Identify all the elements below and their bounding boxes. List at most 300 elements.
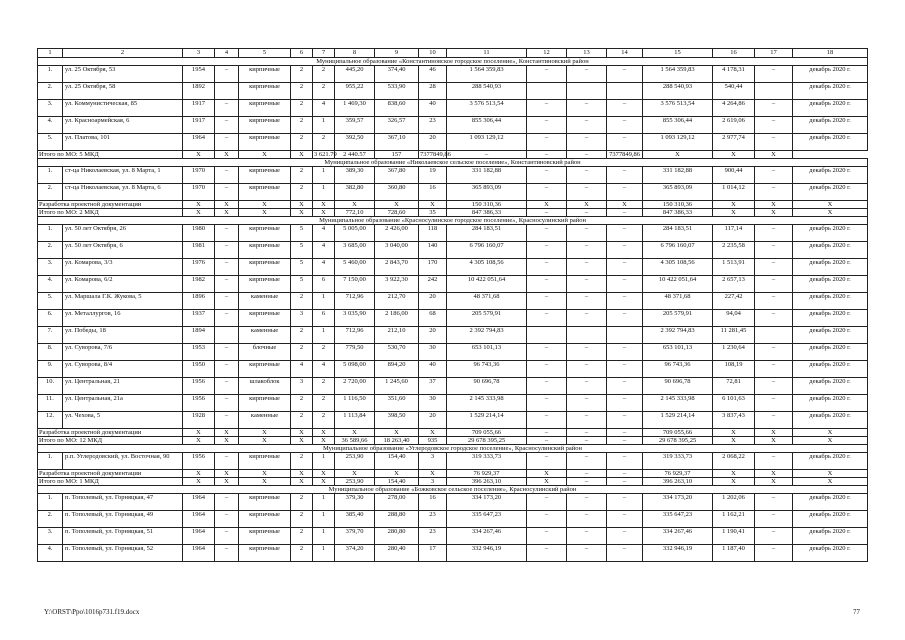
table-cell: 7377849,86	[607, 151, 643, 159]
table-cell: 20	[419, 412, 447, 429]
table-cell: 365 893,09	[447, 184, 527, 201]
table-cell: –	[567, 453, 607, 470]
table-cell: –	[755, 361, 793, 378]
table-cell: декабрь 2020 г.	[793, 83, 868, 100]
table-cell: –	[215, 412, 239, 429]
table-row	[38, 167, 868, 184]
table-cell: 1 529 214,14	[643, 412, 713, 429]
table-cell: кирпичные	[239, 511, 291, 528]
table-cell: X	[755, 470, 793, 478]
table-cell: –	[567, 259, 607, 276]
table-cell: декабрь 2020 г.	[793, 276, 868, 293]
table-cell: 334 267,46	[447, 528, 527, 545]
table-cell: –	[607, 378, 643, 395]
address-cell: ул. Красноармейская, 6	[63, 117, 183, 134]
table-cell: X	[713, 429, 755, 437]
table-cell: X	[527, 201, 567, 209]
table-cell: –	[567, 134, 607, 151]
table-cell: 1950	[183, 361, 215, 378]
municipality-title: Муниципальное образование «Красносулинское городское поселение», Красносулинский район	[38, 217, 868, 225]
table-cell: 2	[291, 494, 313, 511]
address-cell: р.п. Углеродовский, ул. Восточная, 90	[63, 453, 183, 470]
table-cell: 900,44	[713, 167, 755, 184]
table-cell: 396 263,10	[643, 478, 713, 486]
table-cell: X	[183, 470, 215, 478]
table-cell: декабрь 2020 г.	[793, 167, 868, 184]
table-cell: –	[527, 242, 567, 259]
table-cell: 2.	[38, 242, 63, 259]
table-cell: 1	[313, 117, 335, 134]
table-cell: X	[313, 201, 335, 209]
column-number: 4	[215, 49, 239, 58]
table-cell: 1 245,60	[375, 378, 419, 395]
table-cell: 20	[419, 327, 447, 344]
table-cell: 154,40	[375, 478, 419, 486]
table-cell: 4	[313, 242, 335, 259]
table-cell: 385,40	[335, 511, 375, 528]
table-cell: 855 306,44	[447, 117, 527, 134]
table-cell: 367,10	[375, 134, 419, 151]
address-cell: ул. Коммунистическая, 85	[63, 100, 183, 117]
municipality-section-row	[38, 445, 868, 453]
table-cell: 1 113,84	[335, 412, 375, 429]
table-cell: X	[313, 470, 335, 478]
total-row	[38, 429, 868, 437]
table-cell: –	[567, 344, 607, 361]
table-cell: 2	[291, 83, 313, 100]
table-cell: 3.	[38, 259, 63, 276]
address-cell: ул. Суворова, 8/4	[63, 361, 183, 378]
table-cell: кирпичные	[239, 276, 291, 293]
table-cell: декабрь 2020 г.	[793, 378, 868, 395]
table-cell: 170	[419, 259, 447, 276]
table-cell: 2	[291, 412, 313, 429]
table-cell	[215, 83, 239, 100]
table-cell: –	[567, 293, 607, 310]
table-cell: –	[215, 117, 239, 134]
table-cell: 2	[291, 184, 313, 201]
table-row	[38, 184, 868, 201]
table-row	[38, 511, 868, 528]
table-cell: –	[567, 66, 607, 83]
table-cell: 28	[419, 83, 447, 100]
table-cell: –	[567, 528, 607, 545]
table-cell: –	[215, 378, 239, 395]
address-cell: ст-ца Николаевская, ул. 8 Марта, 1	[63, 167, 183, 184]
table-cell: –	[755, 378, 793, 395]
table-cell: –	[527, 412, 567, 429]
table-cell: –	[567, 437, 607, 445]
table-cell: 2 657,13	[713, 276, 755, 293]
table-cell: X	[793, 209, 868, 217]
column-number: 6	[291, 49, 313, 58]
table-cell: 11 281,45	[713, 327, 755, 344]
table-cell: 1	[313, 528, 335, 545]
total-label: Разработка проектной документации	[38, 470, 183, 478]
table-cell: –	[527, 276, 567, 293]
table-cell: 1 469,30	[335, 100, 375, 117]
table-cell: 4.	[38, 117, 63, 134]
table-cell: 1964	[183, 511, 215, 528]
table-cell: 2	[313, 395, 335, 412]
table-cell: –	[607, 225, 643, 242]
table-cell: X	[713, 470, 755, 478]
address-cell: ул. Суворова, 7/6	[63, 344, 183, 361]
table-cell: –	[567, 378, 607, 395]
table-cell: 3.	[38, 100, 63, 117]
table-cell: 2	[291, 134, 313, 151]
table-cell: 253,90	[335, 453, 375, 470]
table-cell: X	[215, 470, 239, 478]
table-cell: 10 422 051,64	[643, 276, 713, 293]
table-cell: 4 305 108,56	[643, 259, 713, 276]
total-row	[38, 437, 868, 445]
table-cell: –	[447, 151, 527, 159]
table-cell: 5.	[38, 134, 63, 151]
table-cell: декабрь 2020 г.	[793, 327, 868, 344]
total-label: Итого по МО: 1 МКД	[38, 478, 183, 486]
table-cell: –	[607, 361, 643, 378]
table-cell: 8.	[38, 344, 63, 361]
table-cell: X	[313, 209, 335, 217]
table-cell: 6 796 160,07	[643, 242, 713, 259]
table-cell: 1981	[183, 242, 215, 259]
table-cell: 212,70	[375, 293, 419, 310]
table-cell: 29 678 395,25	[447, 437, 527, 445]
table-cell: –	[527, 511, 567, 528]
column-number: 7	[313, 49, 335, 58]
table-cell: 3	[419, 478, 447, 486]
table-cell: –	[215, 242, 239, 259]
table-cell: –	[755, 293, 793, 310]
table-cell: 1 529 214,14	[447, 412, 527, 429]
table-cell: кирпичные	[239, 184, 291, 201]
table-cell: 5	[291, 276, 313, 293]
table-cell: 2 392 794,83	[643, 327, 713, 344]
table-cell: 3 576 513,54	[447, 100, 527, 117]
table-cell: –	[567, 184, 607, 201]
table-cell: –	[607, 134, 643, 151]
table-cell: кирпичные	[239, 259, 291, 276]
table-cell: X	[291, 209, 313, 217]
table-cell: 140	[419, 242, 447, 259]
table-cell: 712,96	[335, 293, 375, 310]
table-cell: 4	[313, 259, 335, 276]
table-cell: –	[527, 528, 567, 545]
table-cell: –	[527, 134, 567, 151]
table-cell: 1917	[183, 117, 215, 134]
table-cell	[755, 83, 793, 100]
table-cell: 16	[419, 184, 447, 201]
table-cell: X	[215, 209, 239, 217]
table-cell: декабрь 2020 г.	[793, 494, 868, 511]
table-cell: кирпичные	[239, 453, 291, 470]
table-cell: –	[215, 453, 239, 470]
table-cell: 445,20	[335, 66, 375, 83]
table-cell: 6	[313, 276, 335, 293]
table-cell: кирпичные	[239, 528, 291, 545]
table-cell: 1956	[183, 395, 215, 412]
table-row	[38, 100, 868, 117]
table-cell: 1956	[183, 378, 215, 395]
table-cell: 653 101,13	[447, 344, 527, 361]
column-number: 13	[567, 49, 607, 58]
table-cell: –	[607, 545, 643, 562]
column-number-row	[38, 49, 868, 58]
table-cell: 4 264,86	[713, 100, 755, 117]
table-cell: 278,00	[375, 494, 419, 511]
table-cell: 2 977,74	[713, 134, 755, 151]
table-cell: кирпичные	[239, 134, 291, 151]
table-cell: 367,80	[375, 167, 419, 184]
address-cell: ул. 50 лет Октября, 6	[63, 242, 183, 259]
table-cell: 1	[313, 545, 335, 562]
table-cell: X	[291, 470, 313, 478]
table-cell: 2	[291, 100, 313, 117]
table-cell: кирпичные	[239, 167, 291, 184]
page-number: 77	[853, 608, 860, 616]
address-cell: ул. Комарова, 6/2	[63, 276, 183, 293]
table-cell: X	[239, 201, 291, 209]
address-cell: ул. 50 лет Октября, 26	[63, 225, 183, 242]
table-cell: 3	[419, 453, 447, 470]
municipality-section-row	[38, 486, 868, 494]
table-row	[38, 395, 868, 412]
column-number: 2	[63, 49, 183, 58]
table-cell: X	[215, 151, 239, 159]
table-cell: 1.	[38, 167, 63, 184]
table-cell: 90 696,78	[447, 378, 527, 395]
table-cell: –	[215, 259, 239, 276]
table-cell: –	[755, 117, 793, 134]
table-cell: 150 310,36	[447, 201, 527, 209]
table-cell: 712,96	[335, 327, 375, 344]
table-cell: 30	[419, 395, 447, 412]
table-cell: 1 093 129,12	[643, 134, 713, 151]
table-cell: –	[567, 117, 607, 134]
table-cell: 242	[419, 276, 447, 293]
table-cell: X	[239, 478, 291, 486]
table-cell: 3 621.79	[314, 151, 337, 158]
table-cell: X	[215, 429, 239, 437]
table-cell: –	[755, 225, 793, 242]
table-row	[38, 327, 868, 344]
table-cell: –	[527, 117, 567, 134]
table-cell: 288 540,93	[447, 83, 527, 100]
table-cell: 847 386,33	[643, 209, 713, 217]
table-cell: X	[643, 151, 713, 159]
table-cell: –	[607, 511, 643, 528]
table-cell: 10 422 051,64	[447, 276, 527, 293]
total-label: Итого по МО: 12 МКД	[38, 437, 183, 445]
table-cell: X	[291, 429, 313, 437]
table-cell: 351,60	[375, 395, 419, 412]
table-cell: X	[183, 151, 215, 159]
table-cell: декабрь 2020 г.	[793, 66, 868, 83]
table-cell: 334 267,46	[643, 528, 713, 545]
table-cell: X	[419, 429, 447, 437]
table-cell: 2	[291, 511, 313, 528]
table-cell: X	[335, 429, 375, 437]
table-cell: –	[567, 242, 607, 259]
total-row	[38, 151, 868, 159]
table-cell: X	[755, 478, 793, 486]
table-cell: X	[713, 478, 755, 486]
table-cell: –	[607, 66, 643, 83]
table-cell: 29 678 395,25	[643, 437, 713, 445]
table-cell: кирпичные	[239, 83, 291, 100]
table-cell: 1.	[38, 494, 63, 511]
table-cell: 1 564 359,83	[643, 66, 713, 83]
table-cell: 1 116,50	[335, 395, 375, 412]
table-cell: –	[607, 259, 643, 276]
table-cell: –	[215, 511, 239, 528]
table-cell: 1	[313, 453, 335, 470]
table-cell: 76 929,37	[643, 470, 713, 478]
table-cell: –	[755, 545, 793, 562]
table-cell: –	[567, 276, 607, 293]
table-cell: 2 145 333,98	[447, 395, 527, 412]
total-label: Разработка проектной документации	[38, 201, 183, 209]
table-cell: X	[713, 437, 755, 445]
table-cell: 359,57	[335, 117, 375, 134]
table-cell: кирпичные	[239, 66, 291, 83]
table-cell: 7377849,86	[420, 151, 451, 158]
municipality-title: Муниципальное образование «Углеродовское городское поселение», Красносулинский район	[38, 445, 868, 453]
table-cell: 5	[291, 242, 313, 259]
table-cell: 4	[291, 361, 313, 378]
table-cell: кирпичные	[239, 100, 291, 117]
table-cell: –	[755, 412, 793, 429]
table-cell: X	[793, 470, 868, 478]
table-cell: 2	[291, 453, 313, 470]
table-cell: 398,50	[375, 412, 419, 429]
table-cell: –	[607, 276, 643, 293]
table-cell: 253,90	[335, 478, 375, 486]
table-cell	[755, 327, 793, 344]
table-cell: декабрь 2020 г.	[793, 453, 868, 470]
table-cell: –	[215, 310, 239, 327]
table-cell: 4	[313, 225, 335, 242]
table-cell: 2	[291, 293, 313, 310]
table-cell: X	[793, 429, 868, 437]
address-cell: п. Тополевый, ул. Горняцкая, 47	[63, 494, 183, 511]
table-row	[38, 528, 868, 545]
table-cell: 2.	[38, 184, 63, 201]
table-cell: 37	[419, 378, 447, 395]
table-cell: 319 333,73	[643, 453, 713, 470]
table-cell: 2	[313, 378, 335, 395]
table-cell: 5 005,00	[335, 225, 375, 242]
table-cell	[567, 83, 607, 100]
table-cell: 16	[419, 494, 447, 511]
table-cell: X	[291, 478, 313, 486]
table-cell: –	[527, 184, 567, 201]
table-cell: 1896	[183, 293, 215, 310]
table-cell: X	[313, 437, 335, 445]
total-row	[38, 478, 868, 486]
table-cell: –	[527, 293, 567, 310]
table-cell: 3	[291, 310, 313, 327]
table-cell: 1 230,64	[713, 344, 755, 361]
document-page	[37, 48, 867, 562]
table-cell: 847 386,33	[447, 209, 527, 217]
table-cell: 653 101,13	[643, 344, 713, 361]
table-cell: –	[607, 344, 643, 361]
table-cell: 40	[419, 361, 447, 378]
column-number: 1	[38, 49, 63, 58]
table-cell: 1 162,21	[713, 511, 755, 528]
table-cell: X	[239, 437, 291, 445]
table-cell: –	[607, 528, 643, 545]
table-cell: 288,80	[375, 511, 419, 528]
table-cell: кирпичные	[239, 545, 291, 562]
table-cell: 382,80	[335, 184, 375, 201]
table-cell: –	[755, 242, 793, 259]
table-cell: 379,70	[335, 528, 375, 545]
table-cell: каменные	[239, 412, 291, 429]
table-cell: декабрь 2020 г.	[793, 528, 868, 545]
table-cell: 1964	[183, 134, 215, 151]
municipality-section-row	[38, 58, 868, 66]
table-cell: –	[607, 310, 643, 327]
table-cell: –	[215, 134, 239, 151]
table-cell: X	[755, 201, 793, 209]
table-cell: 117,14	[713, 225, 755, 242]
table-cell: 154,40	[375, 453, 419, 470]
total-row	[38, 470, 868, 478]
table-cell: декабрь 2020 г.	[793, 412, 868, 429]
table-cell: –	[567, 310, 607, 327]
table-cell: 1 187,40	[713, 545, 755, 562]
table-cell: 10.	[38, 378, 63, 395]
table-row	[38, 310, 868, 327]
table-cell: 1964	[183, 545, 215, 562]
table-cell: –	[607, 117, 643, 134]
table-cell: 48 371,68	[447, 293, 527, 310]
table-cell: –	[755, 276, 793, 293]
table-cell: –	[215, 66, 239, 83]
table-cell: 2.	[38, 83, 63, 100]
table-cell	[527, 327, 567, 344]
column-number: 11	[447, 49, 527, 58]
table-cell: –	[755, 453, 793, 470]
address-cell: ул. Маршала Г.К. Жукова, 5	[63, 293, 183, 310]
table-cell: 30	[419, 344, 447, 361]
table-cell: X	[183, 209, 215, 217]
table-cell: 389,30	[335, 167, 375, 184]
table-cell: –	[527, 167, 567, 184]
table-cell: 205 579,91	[643, 310, 713, 327]
document-file-path: Y:\ORST\Ppo\1016p731.f19.docx	[44, 608, 140, 616]
table-cell: 35	[419, 209, 447, 217]
table-cell: 2	[291, 528, 313, 545]
table-cell	[607, 327, 643, 344]
table-cell: 1	[313, 494, 335, 511]
table-cell: –	[527, 209, 567, 217]
table-cell: 1970	[183, 184, 215, 201]
table-cell: –	[215, 293, 239, 310]
table-cell: 157	[375, 151, 419, 159]
table-row	[38, 259, 868, 276]
table-cell: X	[215, 437, 239, 445]
table-cell: 1.	[38, 66, 63, 83]
table-cell: 374,40	[375, 66, 419, 83]
column-number: 9	[375, 49, 419, 58]
table-cell: 212,10	[375, 327, 419, 344]
table-cell: 23	[419, 511, 447, 528]
table-cell: –	[215, 225, 239, 242]
